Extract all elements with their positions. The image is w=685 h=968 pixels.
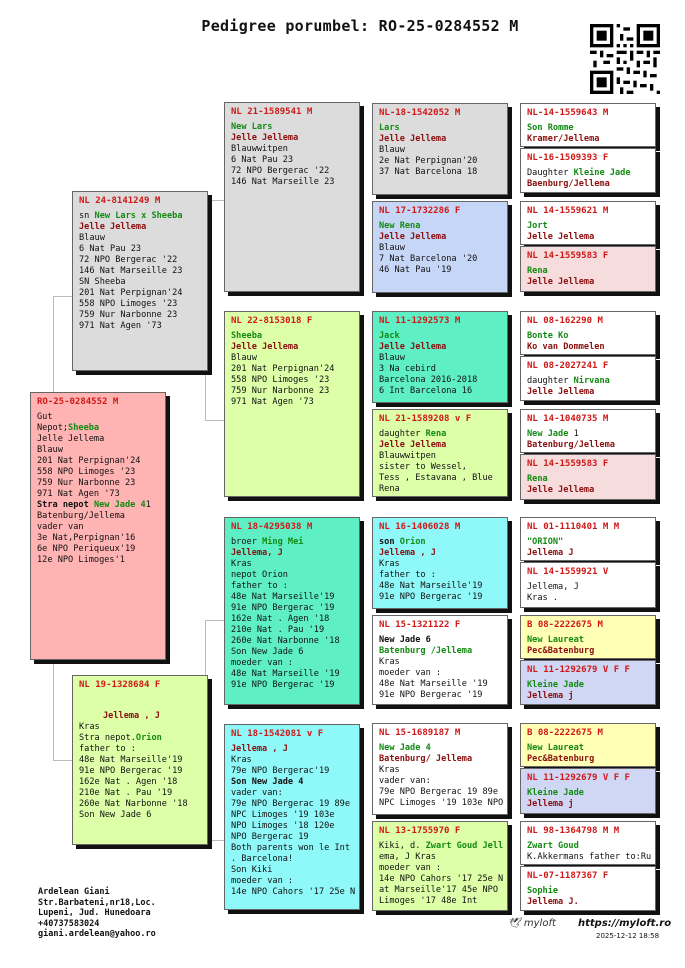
info-line: Tess , Estavana , Blue	[379, 473, 493, 483]
connector-line	[53, 760, 72, 761]
breeder-name: Jellema J.	[527, 897, 579, 907]
info-line: 3e Nat,Perpignan'16	[37, 533, 136, 543]
connector-line	[53, 296, 72, 297]
info-line: 91e NPO Bergerac '19	[379, 592, 483, 602]
info-line: 48e Nat Marseille '19	[231, 669, 340, 679]
info-line: 201 Nat Perpignan'24	[231, 364, 335, 374]
pigeon-card-g3[interactable]	[372, 311, 508, 403]
pigeon-card-g3[interactable]	[372, 517, 508, 609]
ring-number: NL 17-1732286 F	[379, 206, 461, 216]
pigeon-card-g4[interactable]	[520, 454, 656, 500]
pigeon-card-g4[interactable]	[520, 866, 656, 911]
breeder-name: Jelle Jellema	[527, 232, 595, 242]
ring-number: NL 08-2027241 F	[527, 361, 609, 371]
timestamp: 2025-12-12 18:58	[596, 932, 660, 940]
info-line: 14e NPO Cahors '17 25e N	[379, 874, 504, 884]
info-line: sn New Lars x Sheeba	[79, 211, 183, 221]
info-line: Limoges '17 48e Int	[379, 896, 478, 906]
ring-number: NL 11-1292573 M	[379, 316, 461, 326]
pigeon-card-g3[interactable]	[372, 409, 508, 497]
pigeon-name: Ming Mei	[262, 537, 304, 547]
breeder-name: Jellema J	[527, 548, 574, 558]
info-line: Kras	[379, 765, 400, 775]
info-line: Son New Jade 6	[79, 810, 152, 820]
breeder-name: Jellema j	[527, 691, 574, 701]
breeder-name: Jellema, J	[231, 548, 283, 558]
pigeon-name: Son Romme	[527, 123, 574, 133]
ring-number: NL 11-1292679 V F F	[527, 773, 630, 783]
owner-name: Ardelean Giani	[38, 887, 110, 897]
info-line: 146 Nat Marseille 23	[79, 266, 183, 276]
info-line: Son Kiki	[231, 865, 273, 875]
info-line: Stra nepot.Orion	[79, 733, 162, 743]
info-line: 79e NPO Bergerac'19	[231, 766, 330, 776]
ring-number: NL 14-1559621 M	[527, 206, 609, 216]
pigeon-name: Zwart Goud	[527, 841, 579, 851]
pigeon-card-g3[interactable]	[372, 201, 508, 293]
info-line: Kras	[379, 657, 400, 667]
ring-number: B 08-2222675 M	[527, 728, 603, 738]
pigeon-card-dam-dam[interactable]	[224, 724, 360, 910]
info-line: moeder van :	[231, 876, 294, 886]
info-line: 91e NPO Bergerac '19	[231, 603, 335, 613]
pigeon-card-g4[interactable]	[520, 660, 656, 705]
ring-number: B 08-2222675 M	[527, 620, 603, 630]
pigeon-card-g4[interactable]	[520, 356, 656, 401]
info-line: 79e NPO Bergerac 19 89e	[379, 787, 498, 797]
info-line: 260e Nat Narbonne '18	[231, 636, 340, 646]
pigeon-name: Jort	[527, 221, 548, 231]
info-line: Blauw	[379, 145, 405, 155]
pigeon-card-sire-dam[interactable]	[224, 311, 360, 497]
ring-number: NL 15-1321122 F	[379, 620, 461, 630]
info-line: 162e Nat . Agen '18	[79, 777, 178, 787]
connector-line	[205, 420, 224, 421]
pigeon-name: Bonte Ko	[527, 331, 569, 341]
breeder-name: Jelle Jellema	[379, 134, 447, 144]
info-line: father to :	[231, 581, 288, 591]
breeder-name: Jelle Jellema	[379, 440, 447, 450]
bird-icon: 🕊	[508, 918, 521, 929]
info-line: Kras	[79, 722, 100, 732]
info-line: 14e NPO Cahors '17 25e N	[231, 887, 356, 897]
pigeon-card-g4[interactable]	[520, 311, 656, 355]
info-line: Daughter Kleine Jade	[527, 168, 631, 178]
info-line: son Orion	[379, 537, 426, 547]
info-line: 971 Nat Agen '73	[37, 489, 120, 499]
ring-number: NL 21-1589541 M	[231, 107, 313, 117]
info-line: Stra nepot New Jade 41	[37, 500, 151, 510]
ring-number: NL 14-1040735 M	[527, 414, 609, 424]
info-line: K.Akkermans father to:Ru	[527, 852, 652, 862]
pigeon-name: "ORION"	[527, 537, 564, 547]
pigeon-name: Lars	[379, 123, 400, 133]
info-line: Barcelona 2016-2018	[379, 375, 478, 385]
pigeon-name: Rena	[527, 474, 548, 484]
owner-address: Str.Barbateni,nr18,Loc.	[38, 897, 156, 908]
pigeon-name: Rena	[425, 429, 447, 439]
breeder-name: Ko van Dommelen	[527, 342, 605, 352]
info-line: 558 NPO Limoges '23	[231, 375, 330, 385]
pigeon-name: Kleine Jade	[573, 168, 631, 178]
breeder-name: Batenburg /Jellema	[379, 646, 473, 656]
breeder-name: Pec&Batenburg	[527, 754, 595, 764]
breeder-name: Batenburg/ Jellema	[379, 754, 473, 764]
pigeon-card-g4[interactable]	[520, 103, 656, 147]
info-line: father to :	[379, 570, 436, 580]
pigeon-card-g4[interactable]	[520, 409, 656, 453]
breeder-name: Jelle Jellema	[379, 342, 447, 352]
pigeon-name: New Rena	[379, 221, 421, 231]
breeder-name: Jellema , J	[103, 711, 160, 721]
owner-contact	[38, 887, 156, 940]
info-line: New Jade 1	[527, 429, 579, 439]
breeder-name: Jelle Jellema	[527, 387, 595, 397]
info-line: NPC Limoges '19 103e NPO	[379, 798, 504, 808]
info-line: 210e Nat . Pau '19	[79, 788, 173, 798]
info-line: Blauwwitpen	[231, 144, 288, 154]
pigeon-name: Sheeba	[68, 423, 100, 433]
ring-number: NL 14-1559583 F	[527, 251, 609, 261]
pigeon-name: New Jade 4	[93, 500, 146, 510]
info-line: Jelle Jellema	[37, 434, 105, 444]
info-line: Kras	[231, 755, 252, 765]
breeder-name: Pec&Batenburg	[527, 646, 595, 656]
info-line: 91e NPO Bergerac '19	[379, 690, 483, 700]
pigeon-name: New Laureat	[527, 635, 584, 645]
info-line: 72 NPO Bergerac '22	[231, 166, 330, 176]
breeder-name: Jellema , J	[231, 744, 288, 754]
info-line: Blauw	[79, 233, 105, 243]
owner-phone: +40737583024	[38, 918, 100, 929]
pigeon-name: Sheeba	[231, 331, 263, 341]
info-line: 46 Nat Pau '19	[379, 265, 452, 275]
info-line: 3 Na cebird	[379, 364, 436, 374]
info-line: moeder van :	[379, 863, 442, 873]
info-line: 201 Nat Perpignan'24	[79, 288, 183, 298]
pigeon-name: New Jade	[527, 429, 569, 439]
info-line: Blauw	[379, 243, 405, 253]
breeder-name: Baenburg/Jellema	[527, 179, 610, 189]
pigeon-card-g4[interactable]	[520, 148, 656, 193]
ring-number: NL 22-8153018 F	[231, 316, 313, 326]
info-line: Son New Jade 4	[231, 777, 304, 787]
pigeon-card-sire[interactable]	[72, 191, 208, 371]
info-line: at Marseille'17 45e NPO	[379, 885, 498, 895]
info-line: Both parents won le Int . Barcelona!	[231, 843, 350, 864]
info-line: vader van	[37, 522, 84, 532]
info-line: 37 Nat Barcelona 18	[379, 167, 478, 177]
info-line: 558 NPO Limoges '23	[37, 467, 136, 477]
pigeon-name: Kleine Jade	[527, 788, 584, 798]
ring-number: NL 08-162290 M	[527, 316, 603, 326]
info-line: Blauw	[231, 353, 257, 363]
pigeon-name: New Lars	[231, 122, 273, 132]
connector-line	[205, 620, 224, 621]
pigeon-card-g4[interactable]	[520, 517, 656, 561]
info-line: Son New Jade 6	[231, 647, 304, 657]
pigeon-card-sire-sire[interactable]	[224, 102, 360, 292]
info-line: 162e Nat . Agen '18	[231, 614, 330, 624]
info-line: Kiki, d. Zwart Goud Jell	[379, 841, 504, 851]
ring-number: NL-16-1509393 F	[527, 153, 609, 163]
breeder-name: Jelle Jellema	[231, 342, 299, 352]
info-line: 759 Nur Narbonne 23	[37, 478, 136, 488]
pigeon-card-g4[interactable]	[520, 723, 656, 767]
info-line: 48e Nat Marseille'19	[379, 581, 483, 591]
pigeon-name: New Jade 4	[379, 743, 431, 753]
info-line: 201 Nat Perpignan'24	[37, 456, 141, 466]
info-line: Blauw	[37, 445, 63, 455]
info-line: 759 Nur Narbonne 23	[79, 310, 178, 320]
breeder-name: Jelle Jellema	[379, 232, 447, 242]
qr-code-icon	[590, 24, 660, 94]
pigeon-card-g3[interactable]	[372, 821, 508, 911]
info-line: Kras .	[527, 593, 559, 603]
pigeon-name: Nirvana	[573, 376, 610, 386]
pigeon-card-g4[interactable]	[520, 246, 656, 292]
info-line: SN Sheeba	[79, 277, 126, 287]
info-line: 759 Nur Narbonne 23	[231, 386, 330, 396]
info-line: 971 Nat Agen '73	[231, 397, 314, 407]
info-line: 91e NPO Bergerac '19	[231, 680, 335, 690]
info-line: 558 NPO Limoges '23	[79, 299, 178, 309]
ring-number: NL 98-1364798 M M	[527, 826, 620, 836]
pigeon-card-g3[interactable]	[372, 103, 508, 195]
pigeon-name: Orion	[135, 733, 162, 743]
pigeon-card-g3[interactable]	[372, 615, 508, 705]
info-line: Kras	[379, 559, 400, 569]
pigeon-card-dam-sire[interactable]	[224, 517, 360, 705]
breeder-name: Jelle Jellema	[231, 133, 299, 143]
owner-address: Lupeni, Jud. Hunedoara	[38, 908, 151, 918]
info-line: sister to Wessel,	[379, 462, 467, 472]
info-line: 48e Nat Marseille '19	[379, 679, 488, 689]
pigeon-name: Rena	[527, 266, 548, 276]
ring-number: NL 14-1559583 F	[527, 459, 609, 469]
info-line: vader van:	[379, 776, 431, 786]
pigeon-name: Jack	[379, 331, 400, 341]
info-line: ema, J Kras	[379, 852, 436, 862]
breeder-name: Batenburg/Jellema	[527, 440, 615, 450]
info-line: Nepot;Sheeba	[37, 423, 100, 433]
info-line: Batenburg/Jellema	[37, 511, 125, 521]
info-line: moeder van :	[379, 668, 442, 678]
ring-number: NL 01-1110401 M M	[527, 522, 620, 532]
pigeon-name: New Laureat	[527, 743, 584, 753]
breeder-name: Kramer/Jellema	[527, 134, 600, 144]
info-line: Kras	[231, 559, 252, 569]
info-line: 79e NPO Bergerac 19 89e NPC Limoges '19 103e NPO Limoges '18 120e NPO Bergerac 19	[231, 799, 350, 842]
ring-number: NL-07-1187367 F	[527, 871, 609, 881]
site-link[interactable]: https://myloft.ro	[578, 918, 672, 929]
info-line: Jellema, J	[527, 582, 579, 592]
breeder-name: Jelle Jellema	[527, 277, 595, 287]
ring-number: NL 13-1755970 F	[379, 826, 461, 836]
info-line: 260e Nat Narbonne '18	[79, 799, 188, 809]
connector-line	[53, 296, 54, 394]
pigeon-card-g4[interactable]	[520, 768, 656, 814]
info-line: 48e Nat Marseille'19	[79, 755, 183, 765]
info-line: Blauwwitpen	[379, 451, 436, 461]
pigeon-name: Kleine Jade	[527, 680, 584, 690]
ring-number: NL 11-1292679 V F F	[527, 665, 630, 675]
ring-number: NL-14-1559643 M	[527, 108, 609, 118]
pigeon-card-g3[interactable]	[372, 723, 508, 815]
page-title: Pedigree porumbel: RO-25-0284552 M	[201, 17, 519, 35]
info-line: 210e Nat . Pau '19	[231, 625, 325, 635]
pigeon-name: Zwart Goud Jell	[425, 841, 504, 851]
ring-number: NL-18-1542052 M	[379, 108, 461, 118]
ring-number: NL 15-1689187 M	[379, 728, 461, 738]
info-line: 146 Nat Marseille 23	[231, 177, 335, 187]
info-line: 6 Int Barcelona 16	[379, 386, 473, 396]
pigeon-card-g4[interactable]	[520, 201, 656, 245]
info-line: Rena	[379, 484, 400, 494]
info-line: 12e NPO Limoges'1	[37, 555, 125, 565]
info-line: father to :	[79, 744, 136, 754]
breeder-name: Jelle Jellema	[79, 222, 147, 232]
info-line: 91e NPO Bergerac '19	[79, 766, 183, 776]
ring-number: NL 18-4295038 M	[231, 522, 313, 532]
owner-email[interactable]: giani.ardelean@yahoo.ro	[38, 929, 156, 939]
info-line: 2e Nat Perpignan'20	[379, 156, 478, 166]
info-line: 971 Nat Agen '73	[79, 321, 162, 331]
ring-number: NL 19-1328684 F	[79, 680, 161, 690]
info-line: 7 Nat Barcelona '20	[379, 254, 478, 264]
info-line: Blauw	[379, 353, 405, 363]
ring-number: NL 21-1589208 v F	[379, 414, 472, 424]
pigeon-name: New Lars x Sheeba	[94, 211, 183, 221]
ring-number: RO-25-0284552 M	[37, 397, 119, 407]
pigeon-name: New Jade 6	[379, 635, 431, 645]
myloft-logo: 🕊 myloft	[508, 918, 556, 929]
pigeon-card-g4[interactable]	[520, 615, 656, 659]
ring-number: NL 18-1542081 v F	[231, 729, 324, 739]
info-line: 48e Nat Marseille'19	[231, 592, 335, 602]
info-line: moeder van :	[231, 658, 294, 668]
pigeon-card-g4[interactable]	[520, 562, 656, 608]
info-line: 6e NPO Periqueux'19	[37, 544, 136, 554]
ring-number: NL 16-1406028 M	[379, 522, 461, 532]
breeder-name: Jellema j	[527, 799, 574, 809]
info-line: broer Ming Mei	[231, 537, 304, 547]
info-line: daughter Nirvana	[527, 376, 610, 386]
pigeon-card-dam[interactable]	[72, 675, 208, 845]
breeder-name: Jelle Jellema	[527, 485, 595, 495]
ring-number: NL 24-8141249 M	[79, 196, 161, 206]
pigeon-card-subject[interactable]	[30, 392, 166, 660]
info-line: daughter Rena	[379, 429, 447, 439]
info-line: vader van:	[231, 788, 283, 798]
info-line: nepot Orion	[231, 570, 288, 580]
info-line: Gut	[37, 412, 53, 422]
info-line: 72 NPO Bergerac '22	[79, 255, 178, 265]
info-line: 6 Nat Pau 23	[231, 155, 294, 165]
info-line: 6 Nat Pau 23	[79, 244, 142, 254]
pigeon-name: Sophie	[527, 886, 559, 896]
breeder-name: Jellema , J	[379, 548, 436, 558]
connector-line	[53, 660, 54, 760]
pigeon-card-g4[interactable]	[520, 821, 656, 865]
pigeon-name: Orion	[399, 537, 426, 547]
ring-number: NL 14-1559921 V	[527, 567, 609, 577]
